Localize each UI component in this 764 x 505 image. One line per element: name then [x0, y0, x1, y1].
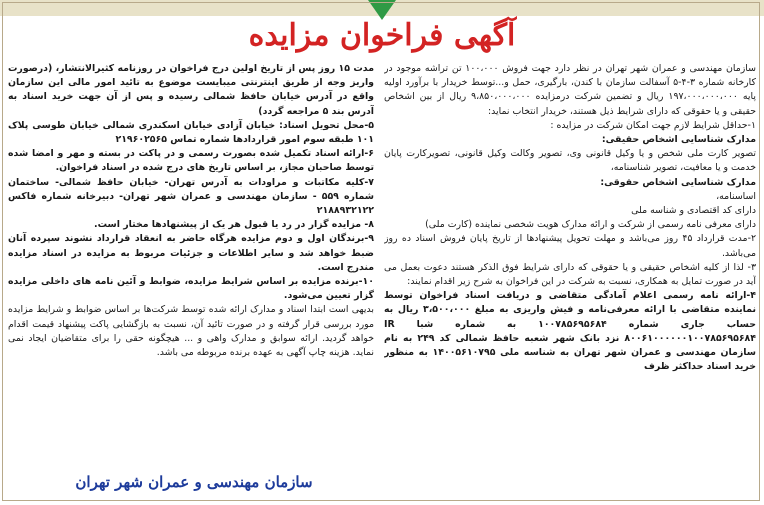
footer-organization: سازمان مهندسی و عمران شهر تهران — [75, 473, 313, 491]
paragraph: اساسنامه، — [716, 190, 756, 202]
paragraph: ۱-حداقل شرایط لازم جهت امکان شرکت در مزایده : — [550, 119, 756, 131]
paragraph: ۶-ارائه اسناد تکمیل شده بصورت رسمی و در پاکت در بسته و مهر و امضا شده توسط صاحبان مجاز، بر اساس تاریخ های درج شده در اسناد فراخوان. — [8, 148, 374, 174]
paragraph: مدارک شناسایی اشخاص حقیقی: — [601, 134, 756, 146]
notice-title: آگهی فراخوان مزایده — [248, 18, 516, 53]
paragraph: دارای معرفی نامه رسمی از شرکت و ارائه مدارک هویت شخصی نماینده (کارت ملی) — [425, 219, 756, 231]
paragraph: مدت ۱۵ روز پس از تاریخ اولین درج فراخوان در روزنامه کثیرالانتشار، (درصورت واریز وجه از طریق اینترنتی میبایست موضوع به تائید امور مالی این سازمان واقع در آدرس خیابان حافظ شمالی رسیده و پس از آن جهت خرید اسناد به آدرس بند ۵ مراجعه گردد) — [8, 63, 374, 117]
paragraph: ۷-کلیه مکاتبات و مراودات به آدرس تهران- خیابان حافظ شمالی- ساختمان شماره ۵۵۹ - سازمان مهندسی و عمران شهر تهران- دبیرخانه شماره فاکس ۲۱۸۸۹۳۲۱۲۲ — [8, 176, 374, 217]
notice-body — [8, 62, 756, 472]
left-column — [8, 62, 374, 472]
paragraph: ۹-برندگان اول و دوم مزایده هرگاه حاضر به انعقاد قرارداد نشوند سپرده آنان ضبط خواهد شد و سایر اطلاعات و جزئیات مربوط به مزایده در اسناد مزایده مندرج است. — [8, 233, 374, 273]
paragraph: مدارک شناسایی اشخاص حقوقی: — [600, 176, 756, 188]
right-column — [384, 62, 756, 472]
paragraph: بدیهی است ابتدا اسناد و مدارک ارائه شده توسط شرکت‌ها بر اساس ضوابط و شرایط مزایده مورد بررسی قرار گرفته و در صورت تائید آن، نسبت به بازگشایی پاکت پیشنهاد قیمت اقدام خواهد گردید. ارائه سوابق و مدارک واهی و ... هیچگونه حقی را برای متقاضیان ایجاد نمی نماید. هزینه چاپ آگهی به عهده برنده مربوطه می باشد. — [8, 304, 374, 359]
paragraph: ۴-ارائه نامه رسمی اعلام آمادگی متقاضی و دریافت اسناد فراخوان توسط نماینده متقاضی با ارائه معرفی‌نامه و فیش واریزی به مبلغ ۳،۵۰۰،۰۰۰ ریال به حساب جاری شماره ۱۰۰۷۸۵۶۹۵۶۸۴ به شماره شبا IR ۸۰۰۶۱۰۰۰۰۰۰۱۰۰۷۸۵۶۹۵۶۸۴ نزد بانک شهر شعبه حافظ شمالی کد ۲۴۹ به نام سازمان مهندسی و عمران شهر تهران به شناسه ملی ۱۴۰۰۵۶۱۰۷۹۵ به منظور خرید اسناد حداکثر ظرف — [384, 290, 756, 373]
paragraph: ۵-محل تحویل اسناد: خیابان آزادی خیابان اسکندری شمالی خیابان طوسی پلاک ۱۰۱ طبقه سوم امور قراردادها شماره تماس ۲۱۹۶۰۲۵۶۵ — [8, 119, 374, 146]
paragraph: دارای کد اقتصادی و شناسه ملی — [631, 205, 756, 217]
paragraph: ۲-مدت قرارداد ۴۵ روز می‌باشد و مهلت تحویل پیشنهادها از تاریخ پایان فروش اسناد ده روز می‌باشد. — [384, 233, 756, 259]
paragraph: ۱۰-برنده مزایده بر اساس شرایط مزایده، ضوابط و آئین نامه های داخلی مزایده گزار تعیین می‌شود. — [8, 276, 374, 302]
paragraph: ۳- لذا از کلیه اشخاص حقیقی و یا حقوقی که دارای شرایط فوق الذکر هستند دعوت بعمل می آید در صورت تمایل به همکاری، نسبت به شرکت در این فراخوان به شرح زیر اقدام نمایند: — [384, 261, 756, 288]
paragraph: ۸- مزایده گزار در رد یا قبول هر یک از پیشنهادها مختار است. — [94, 219, 374, 231]
paragraph: سازمان مهندسی و عمران شهر تهران در نظر دارد جهت فروش ۱۰۰،۰۰۰ تن تراشه موجود در کارخانه شماره ۳-۴-۵ آسفالت سازمان با کندن، بارگیری، حمل و...توسط خریدار با برآورد اولیه پایه ۱۹۷،۰۰۰،۰۰۰،۰۰۰ ریال و تضمین شرکت درمزایده ۹،۸۵۰،۰۰۰،۰۰۰ ریال از بین اشخاص حقیقی و یا حقوقی که دارای شرایط ذیل هستند، خریدار انتخاب نماید: — [384, 63, 756, 117]
paragraph: تصویر کارت ملی شخص و یا وکیل قانونی وی، تصویر وکالت وکیل قانونی، تصویرکارت پایان خدمت و یا معافیت، تصویر شناسنامه، — [384, 148, 756, 174]
